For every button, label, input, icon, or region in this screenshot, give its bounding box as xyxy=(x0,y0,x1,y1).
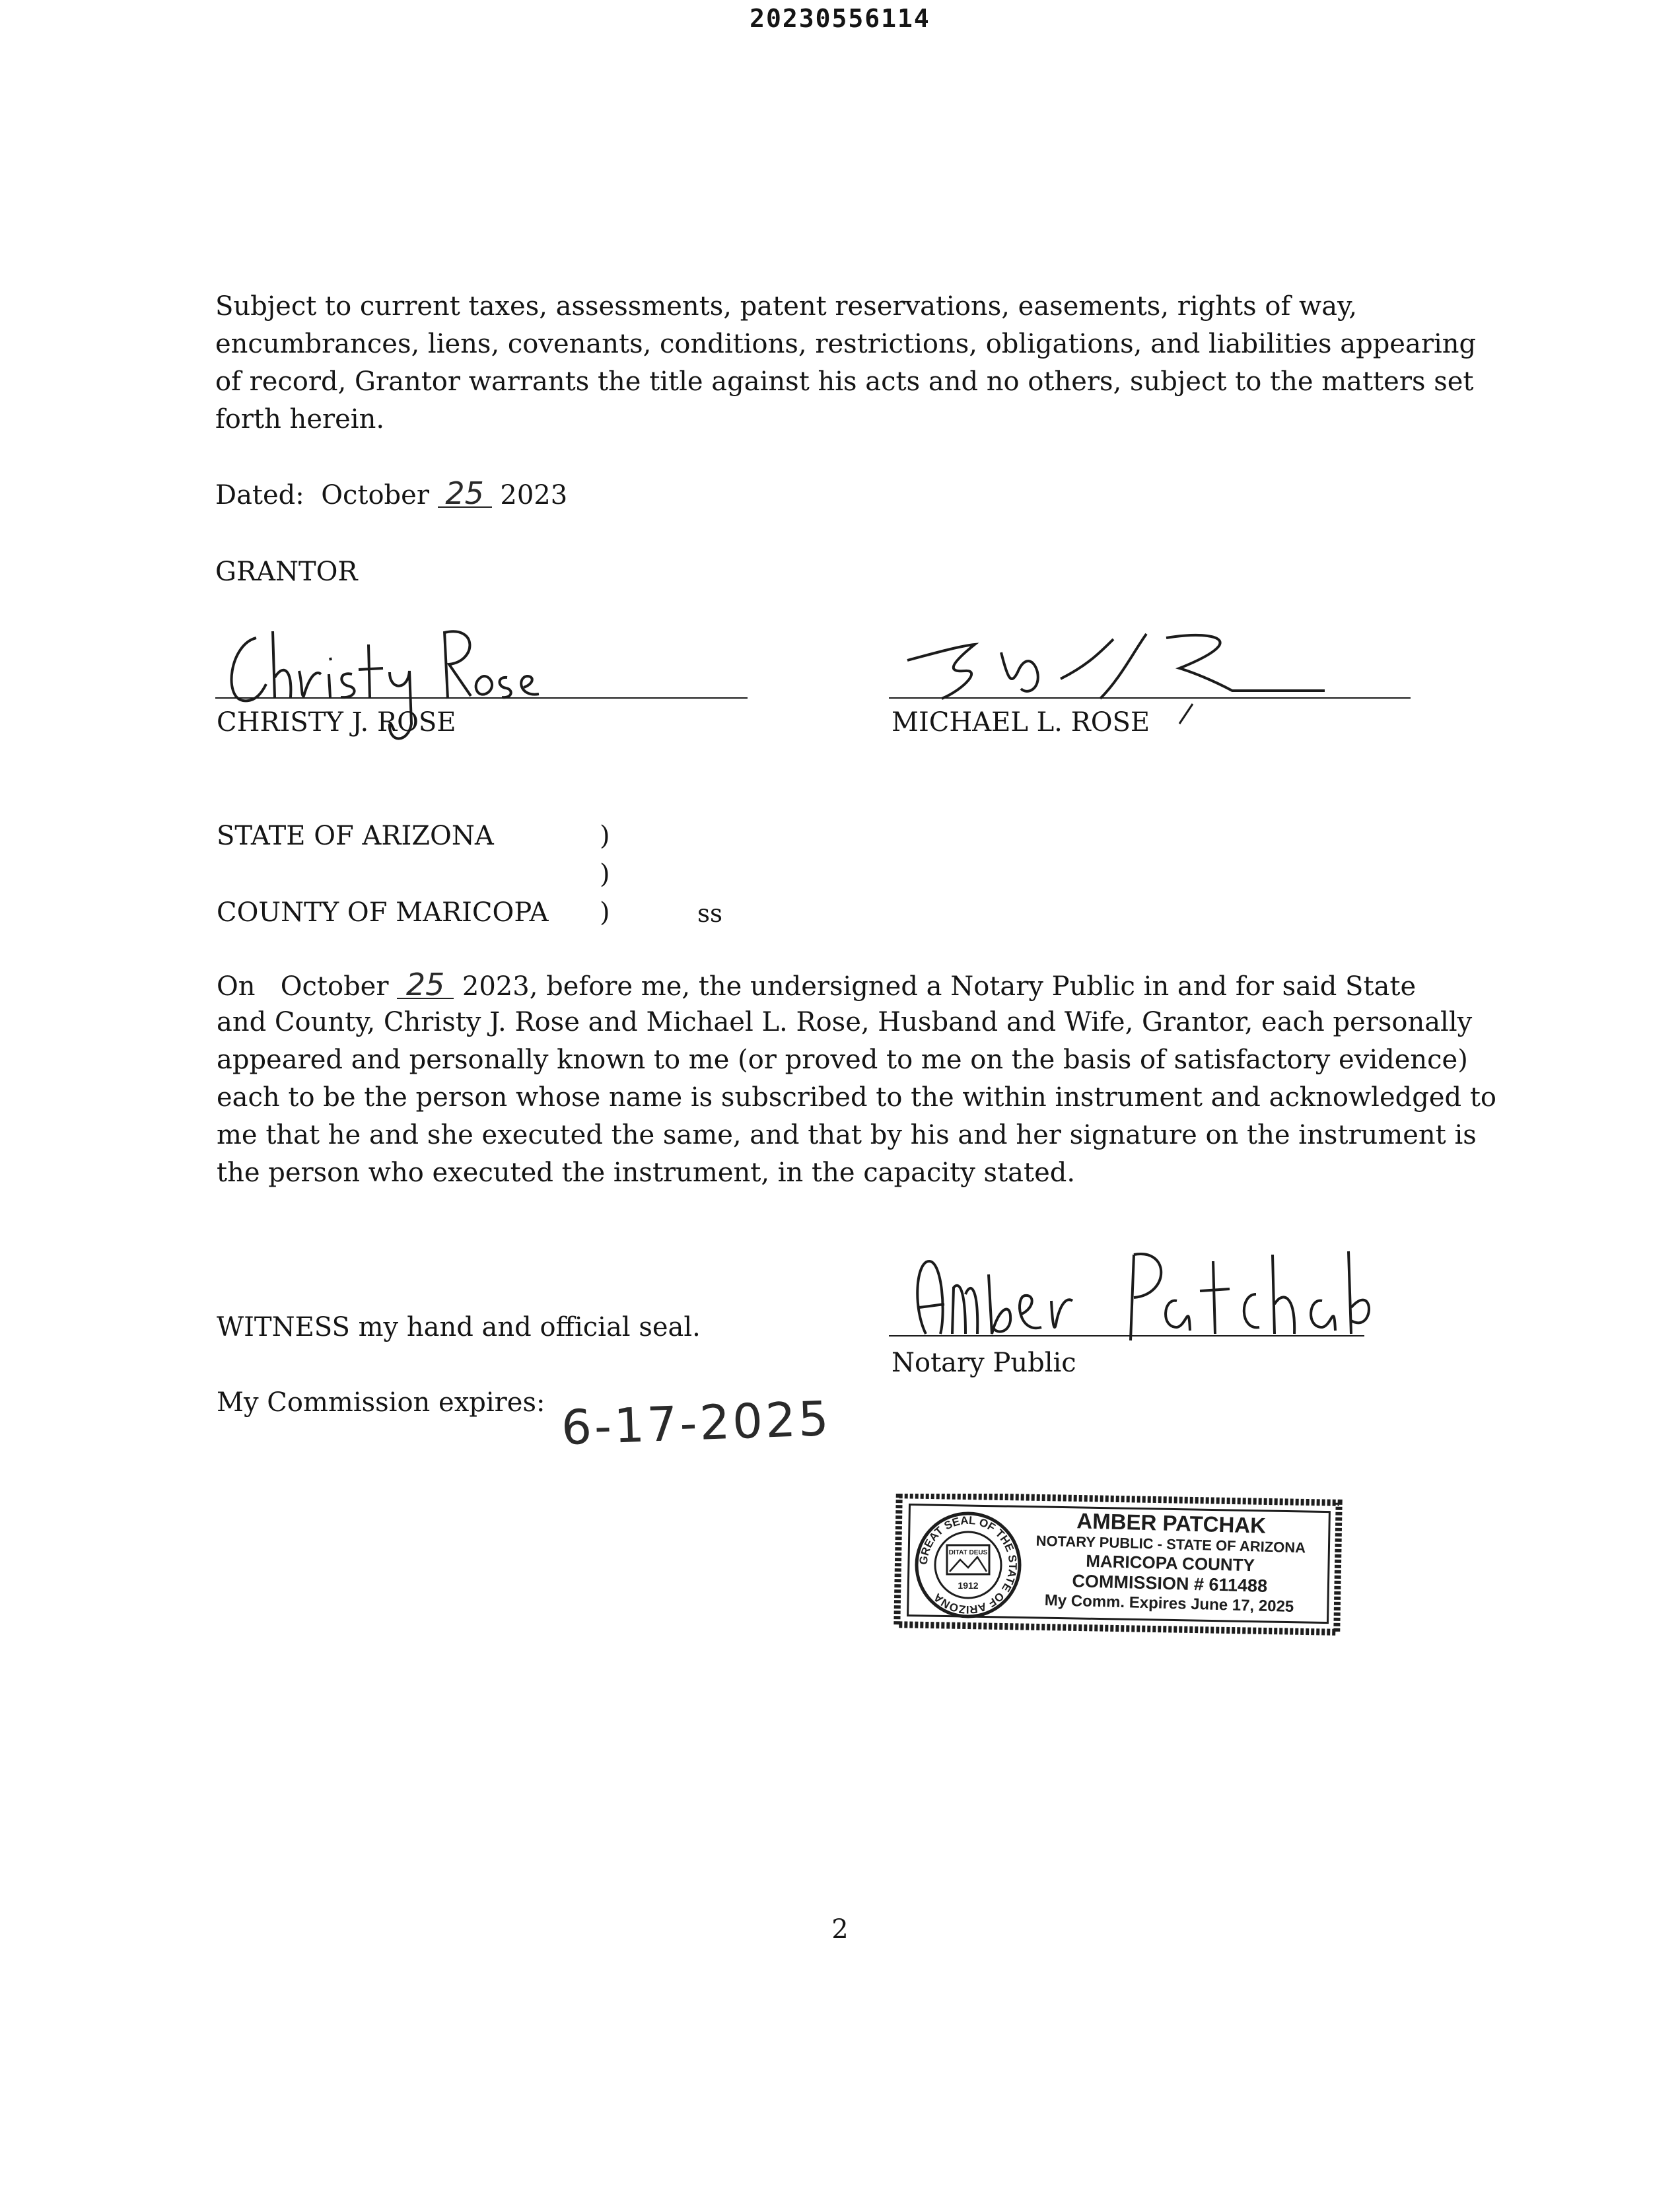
venue-paren-1: ) xyxy=(600,821,610,851)
ack-on: On xyxy=(217,971,256,1002)
dated-label: Dated: xyxy=(215,480,304,510)
ack-month: October xyxy=(280,971,389,1002)
dated-month: October xyxy=(321,480,429,510)
witness-line: WITNESS my hand and official seal. xyxy=(217,1312,701,1342)
venue-ss: ss xyxy=(697,899,722,928)
commission-date: 6-17-2025 xyxy=(560,1390,832,1456)
warranty-paragraph: Subject to current taxes, assessments, patent reservations, easements, rights of way, encumbrances, liens, covenants, conditions, restrictions, obligations, and liabilities appearing of record, Grantor warrants the title against his acts and no others, subject to the matters set forth herein. xyxy=(215,291,1477,434)
acknowledgment-paragraph: and County, Christy J. Rose and Michael L. Rose, Husband and Wife, Grantor, each personally appeared and personally known to me (or proved to me on the basis of satisfactory evidence) each to be the person whose name is subscribed to the within instrument and acknowledged to me that he and she executed the same, and that by his and her signature on the instrument is the person who executed the instrument, in the capacity stated. xyxy=(217,1007,1497,1188)
signer-name-michael: MICHAEL L. ROSE xyxy=(892,707,1150,738)
dated-day: 25 xyxy=(438,480,492,508)
seal-commission: COMMISSION # 611488 xyxy=(1072,1571,1268,1596)
seal-emblem-year: 1912 xyxy=(958,1580,979,1591)
dated-year: 2023 xyxy=(500,480,568,510)
seal-emblem-motto: DITAT DEUS xyxy=(948,1549,988,1556)
dated-line xyxy=(215,475,568,511)
notary-label: Notary Public xyxy=(892,1348,1076,1378)
document-number: 20230556114 xyxy=(750,4,930,33)
signature-line-christy xyxy=(215,697,748,699)
ack-day: 25 xyxy=(397,971,454,999)
page-number: 2 xyxy=(831,1914,849,1945)
seal-ring-text: GREAT SEAL OF THE STATE OF ARIZONA xyxy=(917,1513,1020,1616)
seal-expires: My Comm. Expires June 17, 2025 xyxy=(1044,1591,1294,1616)
seal-title: NOTARY PUBLIC - STATE OF ARIZONA xyxy=(1035,1532,1306,1556)
venue-paren-2: ) xyxy=(600,859,610,889)
venue-paren-3: ) xyxy=(600,897,610,928)
signer-name-christy: CHRISTY J. ROSE xyxy=(217,707,456,738)
seal-county: MARICOPA COUNTY xyxy=(1085,1550,1255,1576)
venue-state: STATE OF ARIZONA xyxy=(217,821,494,851)
ack-rest-first-line: 2023, before me, the undersigned a Notary Public in and for said State xyxy=(462,971,1417,1002)
venue-county: COUNTY OF MARICOPA xyxy=(217,897,549,928)
notary-seal-stamp xyxy=(893,1494,1348,1642)
grantor-heading: GRANTOR xyxy=(215,557,358,587)
notary-signature-line xyxy=(889,1335,1364,1336)
acknowledgment-first-line xyxy=(217,967,1417,1002)
signature-line-michael xyxy=(889,697,1411,699)
commission-label: My Commission expires: xyxy=(217,1387,545,1418)
seal-name: AMBER PATCHAK xyxy=(1076,1508,1267,1538)
